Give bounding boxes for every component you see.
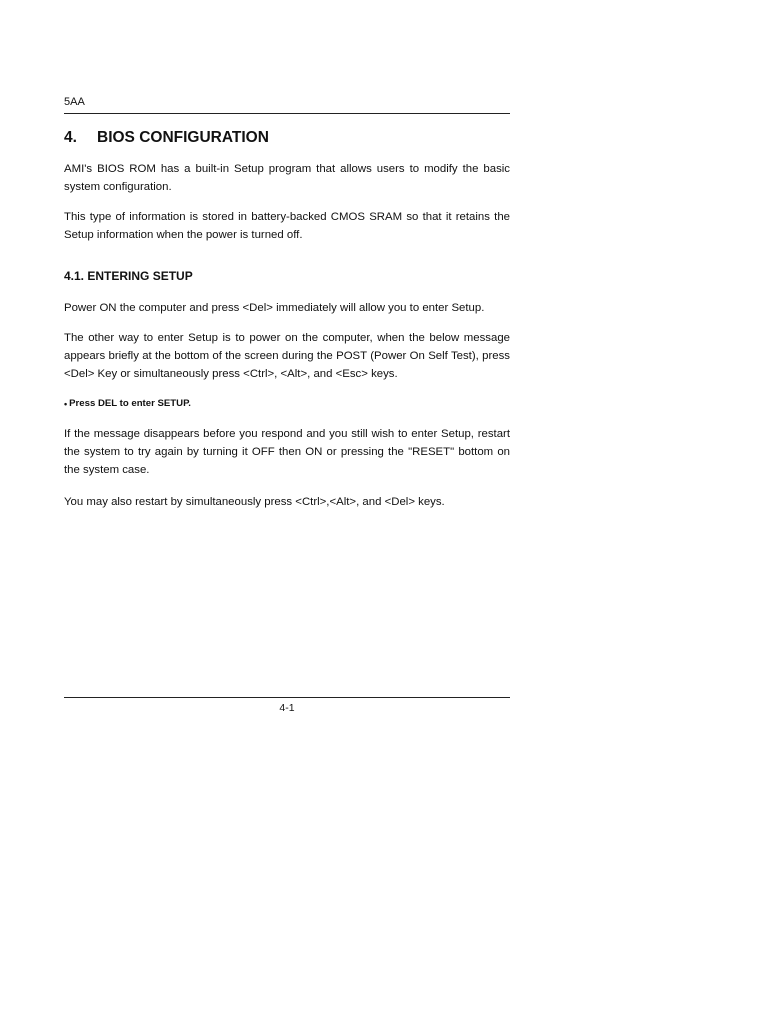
chapter-title <box>64 129 269 147</box>
message-disappears-paragraph: If the message disappears before you respond and you still wish to enter Setup, restart the system to try again by turning it OFF then ON or pressing the "RESET" bottom on the system case. <box>64 428 510 476</box>
power-on-paragraph: Power ON the computer and press <Del> immediately will allow you to enter Setup. <box>64 302 485 314</box>
setup-notice-text: Press DEL to enter SETUP. <box>69 398 191 409</box>
chapter-number: 4. <box>64 129 77 146</box>
setup-notice <box>64 397 510 411</box>
other-way-paragraph: The other way to enter Setup is to power on the computer, when the below message appears briefly at the bottom of the screen during the POST (Power On Self Test), press <Del> Key or simultaneously press <Ctrl>, <Alt>, and <Esc> keys. <box>64 332 510 380</box>
header-divider <box>64 113 510 114</box>
bullet-icon: • <box>64 399 68 409</box>
chapter-title-text: BIOS CONFIGURATION <box>97 129 269 146</box>
intro-paragraph: AMI's BIOS ROM has a built-in Setup program that allows users to modify the basic system configuration. <box>64 163 510 193</box>
section-title: 4.1. ENTERING SETUP <box>64 269 193 283</box>
header-model-label: 5AA <box>64 96 85 108</box>
page-number: 4-1 <box>279 702 295 714</box>
page-body <box>64 160 510 511</box>
restart-paragraph: You may also restart by simultaneously press <Ctrl>,<Alt>, and <Del> keys. <box>64 496 445 508</box>
footer-divider <box>64 697 510 698</box>
cmos-paragraph: This type of information is stored in battery-backed CMOS SRAM so that it retains the Setup information when the power is turned off. <box>64 211 510 241</box>
